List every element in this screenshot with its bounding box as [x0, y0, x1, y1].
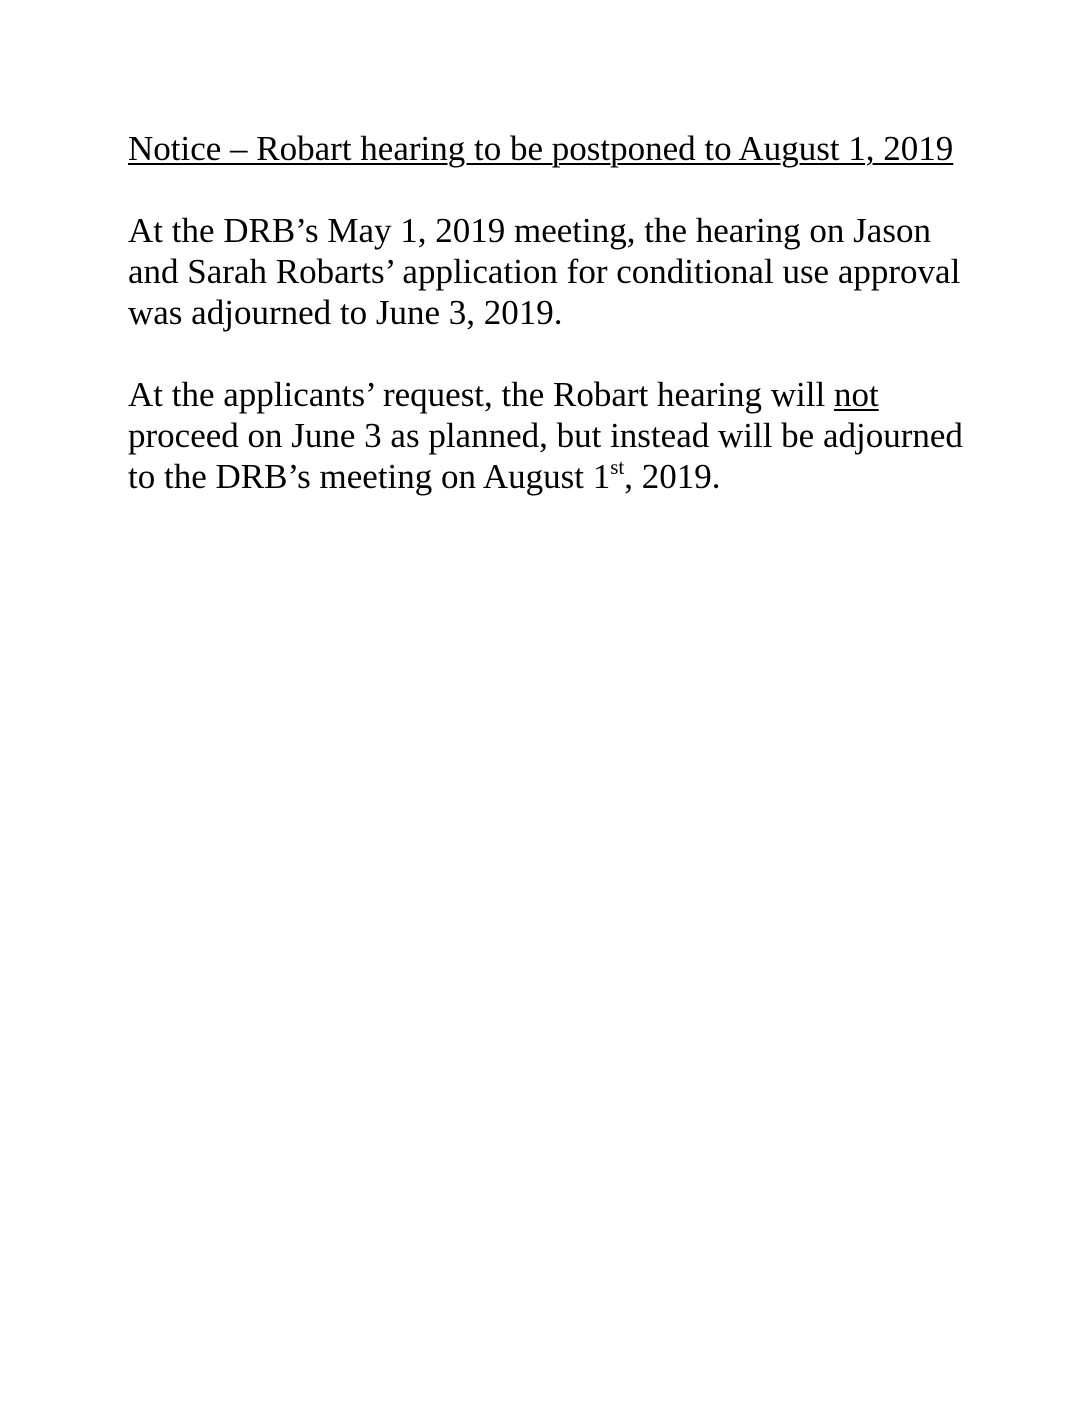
- paragraph-text-part2: proceed on June 3 as planned, but instead will be adjourned to the DRB’s meeting on August 1: [128, 416, 963, 496]
- paragraph-text-part1: At the applicants’ request, the Robart hearing will: [128, 375, 834, 414]
- emphasis-not: not: [833, 375, 879, 414]
- notice-body: [128, 128, 968, 497]
- paragraph-postponement: [128, 374, 968, 497]
- notice-title: Notice – Robart hearing to be postponed to August 1, 2019: [128, 129, 954, 168]
- paragraph-adjournment: At the DRB’s May 1, 2019 meeting, the hearing on Jason and Sarah Robarts’ application for conditional use approval was adjourned to June 3, 2019.: [128, 211, 961, 332]
- ordinal-superscript: st: [610, 455, 625, 479]
- paragraph-text-part3: , 2019.: [624, 457, 721, 496]
